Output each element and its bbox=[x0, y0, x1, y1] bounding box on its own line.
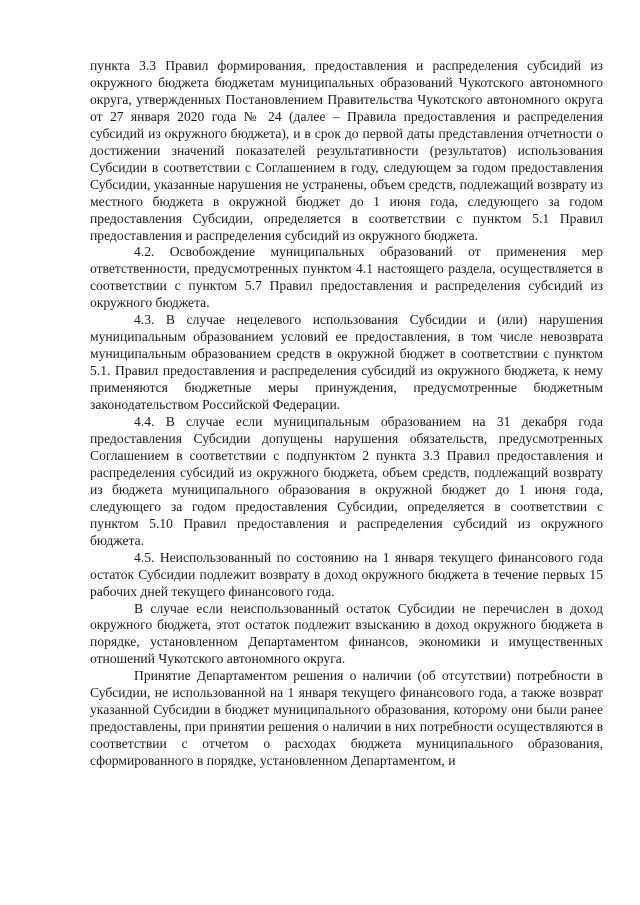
document-page bbox=[90, 58, 603, 770]
paragraph-4-4: 4.4. В случае если муниципальным образованием на 31 декабря года предоставления Субсидии допущены нарушения обязательств, предусмотренных Соглашением в соответствии с подпунктом 2 пункта 3.3 Правил предоставления и распределения субсидий из окружного бюджета, объем средств, подлежащий возврату из бюджета муниципального образования в окружной бюджет до 1 июня года, следующего за годом предоставления Субсидии, определяется в соответствии с пунктом 5.10 Правил предоставления и распределения субсидий из окружного бюджета. bbox=[90, 414, 603, 548]
paragraph-4-5-unspent-balance: В случае если неиспользованный остаток Субсидии не перечислен в доход окружного бюджета, этот остаток подлежит взысканию в доход окружного бюджета в порядке, установленном Департаментом финансов, экономики и имущественных отношений Чукотского автономного округа. bbox=[90, 600, 603, 667]
paragraph-4-5-decision: Принятие Департаментом решения о наличии (об отсутствии) потребности в Субсидии, не использованной на 1 января текущего финансового года, а также возврат указанной Субсидии в бюджет муниципального образования, которому они были ранее предоставлены, при принятии решения о наличии в них потребности осуществляются в соответствии с отчетом о расходах бюджета муниципального образования, сформированного в порядке, установленном Департаментом, и bbox=[90, 668, 603, 769]
paragraph-4-2: 4.2. Освобождение муниципальных образований от применения мер ответственности, предусмотренных пунктом 4.1 настоящего раздела, осуществляется в соответствии с пунктом 5.7 Правил предоставления и распределения субсидий из окружного бюджета. bbox=[90, 244, 603, 311]
paragraph-continuation: пункта 3.3 Правил формирования, предоставления и распределения субсидий из окружного бюджета бюджетам муниципальных образований Чукотского автономного округа, утвержденных Постановлением Правительства Чукотского автономного округа от 27 января 2020 года № 24 (далее – Правила предоставления и распределения субсидий из окружного бюджета), и в срок до первой даты представления отчетности о достижении значений показателей результативности (результатов) использования Субсидии в соответствии с Соглашением в году, следующем за годом предоставления Субсидии, указанные нарушения не устранены, объем средств, подлежащий возврату из местного бюджета в окружной бюджет до 1 июня года, следующего за годом предоставления Субсидии, определяется в соответствии с пунктом 5.1 Правил предоставления и распределения субсидий из окружного бюджета. bbox=[90, 58, 603, 243]
paragraph-4-5: 4.5. Неиспользованный по состоянию на 1 января текущего финансового года остаток Субсидии подлежит возврату в доход окружного бюджета в течение первых 15 рабочих дней текущего финансового года. bbox=[90, 549, 603, 599]
paragraph-4-3: 4.3. В случае нецелевого использования Субсидии и (или) нарушения муниципальным образованием условий ее предоставления, в том числе невозврата муниципальным образованием средств в окружной бюджет в соответствии с пунктом 5.1. Правил предоставления и распределения субсидий из окружного бюджета, к нему применяются бюджетные меры принуждения, предусмотренные бюджетным законодательством Российской Федерации. bbox=[90, 312, 603, 413]
